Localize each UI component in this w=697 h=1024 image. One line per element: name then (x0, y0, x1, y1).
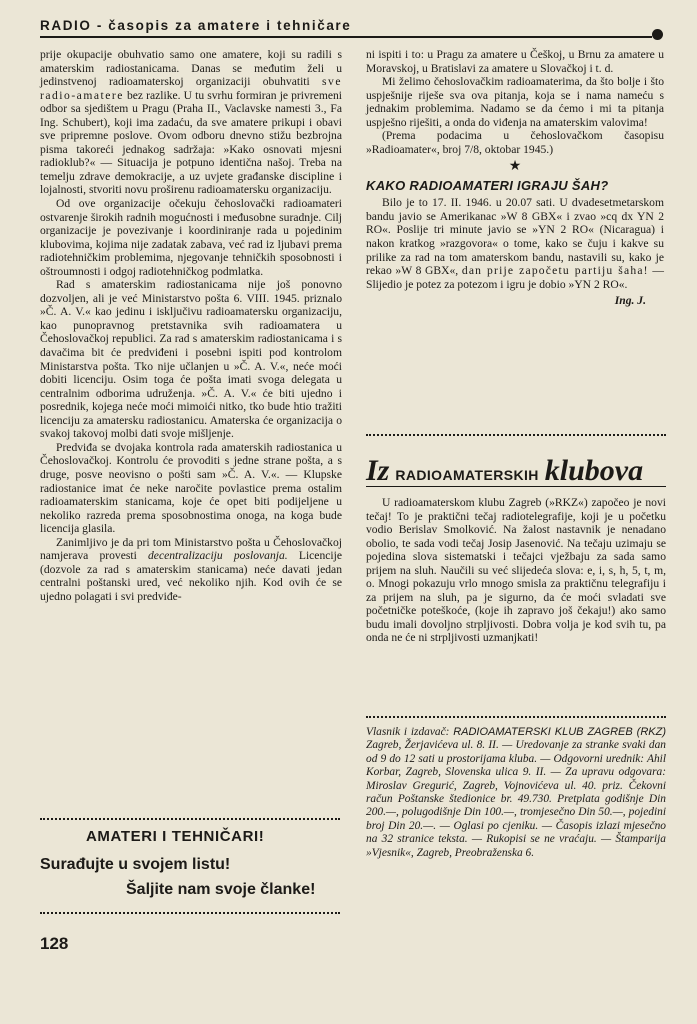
header-title: RADIO - časopis za amatere i tehničare (40, 18, 352, 33)
author-signature: Ing. J. (614, 294, 646, 308)
page-number: 128 (40, 934, 69, 953)
article-paragraph: Predviđa se dvojaka kontrola rada amaterskih radiostanica u Čehoslovačkoj. Kontrolu će provoditi s jedne strane pošta, a s druge, posve neovisno o pošti sam »Č. A. V.«. — Klupske radiostanice imat će neke naročite povlastice prema ostalim radioamaterskim stanicama, koje će opet biti podijeljene u nekoliko razreda prema sposobnostima onoga, na koga bude licencija glasila. (40, 440, 342, 536)
header-dot-icon (652, 29, 663, 40)
article-paragraph: Rad s amaterskim radiostanicama nije još ponovno dozvoljen, ali je već Ministarstvo pošta 6. VIII. 1945. priznalo »Č. A. V.« kao jedinu i isključivu radioamatersku organizaciju, kao punopravnog pretstavnika svih radioamatera u Čehoslovačkoj republici. Za rad s amaterskim radiostanicama i s davačima bit će predviđeni i posebni ispiti pod kontrolom Ministarstva pošta. Tko nije učlanjen u »Č. A. V.«, neće moći dobiti licenciju. Osim toga će pošta imati svoga delegata u centralnim odborima udruženja. »Č. A. V.« će biti ujedno i posrednik, kojega neće moći mimoići nitko, tko bude htio tražiti licenciju za amatersku radiostanicu. Amaterska će organizacija o svakoj takovoj molbi dati svoje mišljenje. (40, 278, 342, 441)
promo-line: Surađujte u svojem listu! (40, 856, 231, 873)
article-paragraph: prije okupacije obuhvatio samo one amatere, koji su radili s amaterskim radiostanicama. Danas se međutim želi u jedinstvenoj radioamaterskoj organizaciji obuhvatiti sve radio-amatere bez razlike. U tu svrhu formiran je privremeni odbor sa sjedištem u Pragu (Praha II., Vaclavske namesti 3., Fa Ing. Schubert), koji ima zadaću, da sve amatere prikupi i obavi sve pripremne poslove. Ovom odboru dnevno stižu bezbrojna pisma takoreći jednakog sadržaja: »Kako osnovati mjesni radioklub?« — Situacija je potpuno identična našoj. Treba na temelju zdrave demokracije, a uz uvjete građanske discipline i lojalnosti, stvoriti novu proširenu radioamatersku organizaciju. (40, 48, 343, 197)
source-note: (Prema podacima u čehoslovačkom časopisu »Radioamater«, broj 7/8, oktobar 1945.) (366, 129, 664, 156)
article-paragraph: Mi želimo čehoslovačkim radioamaterima, da što bolje i što uspješnije riješe sva ova pitanja, koja se i nama nameću s jednakim problemima. Nadamo se da ćemo i mi ta pitanja uspješno riješiti, a onda do viđenja na amaterskim valovima! (366, 75, 664, 129)
promo-line: Šaljite nam svoje članke! (126, 881, 316, 898)
section-rule (366, 434, 666, 436)
article-paragraph: Bilo je to 17. II. 1946. u 20.07 sati. U dvadesetmetarskom bandu javio se Amerikanac »W 8 GBX« i zvao »cq dx YN 2 RO«. Poslije tri minute javio se »YN 2 RO« (Nicaragua) i nakon kratkog »razgovora« o tome, kako se čuju i kakve su prilike za rad na tom amaterskom bandu, nastavili su, kako je rekao »W 8 GBX«, dan prije započetu partiju šaha! — Slijedio je potez za potezom i igru je dobio »YN 2 RO«. (366, 196, 664, 291)
club-news (366, 496, 666, 645)
section-heading: Iz RADIOAMATERSKIH klubova (366, 454, 644, 487)
impressum-rule (366, 716, 666, 718)
right-column (366, 48, 664, 307)
chess-article-title: KAKO RADIOAMATERI IGRAJU ŠAH? (366, 178, 609, 194)
promo-headline: AMATERI I TEHNIČARI! (86, 828, 265, 845)
heading-underline (366, 486, 666, 487)
impressum: Vlasnik i izdavač: RADIOAMATERSKI KLUB ZAGREB (RKZ) Zagreb, Žerjavićeva ul. 8. II. — Uredovanje za stranke svaki dan od 9 do 12 sati u prostorijama kluba. — Odgovorni urednik: Ahil Korbar, Zagreb, Slovenska ulica 9. II. — Za upravu odgovara: Miroslav Gregurić, Zagreb, Vojnovićeva ul. 40. priz. Čekovni račun Poštanske štedionice br. 49.730. Pretplata godišnje Din 200.—, polugodišnje Din 100.—, tromjesečno Din 50.—, pojedini broj Din 20.—. — Oglasi po cjeniku. — Časopis izlazi mjesečno na 32 stranice teksta. — Rukopisi se ne vraćaju. — Štamparija »Vjesnik«, Zagreb, Preobraženska 6. (366, 726, 666, 859)
promo-top-rule (40, 818, 340, 820)
running-header (40, 18, 660, 40)
promo-bottom-rule (40, 912, 340, 914)
article-paragraph: ni ispiti i to: u Pragu za amatere u Češkoj, u Brnu za amatere u Moravskoj, u Bratislavi za amatere u Slovačkoj i t. d. (366, 48, 664, 75)
left-column (40, 48, 342, 603)
star-divider-icon: ★ (508, 159, 522, 175)
article-paragraph: U radioamaterskom klubu Zagreb (»RKZ«) započeo je novi tečaj! To je praktični tečaj radiotelegrafije, koji je u početku vodio Berislav Smolković. Na žalost nastavnik je nenadano obolio, te sada vodi tečaj Josip Jasenović. Na tečaju uzimaju se pojedina slova sistematski i tečajci vježbaju za sada samo prijem na sluh. Naučili su već slijedeća slova: e, i, s, h, 5, t, m, o. Mnogi pokazuju vrlo mnogo smisla za praktičnu telegrafiju i za prijem na sluh, pa je sigurno, da će moći svladati sve početničke poteškoće, (koje ih zapravo još čekaju!) ako samo budu imali dovoljno strpljivosti. Dobra volja je kod svih tu, pa onda ne će ni strpljivosti uzmanjkati! (366, 496, 666, 645)
header-rule (40, 36, 652, 38)
article-paragraph: Od ove organizacije očekuju čehoslovački radioamateri ostvarenje širokih radnih mogućnosti i međusobne suradnje. Cilj organizacije je povezivanje i koordiniranje rada u pojedinim klubovima, kojima nije zadatak zabava, već rad iz ljubavi prema radiotehničkim problemima, njegovanje tehničkih sposobnosti i oštroumnosti i odgoj radiotehničkog podmlatka. (40, 197, 342, 278)
article-paragraph: Zanimljivo je da pri tom Ministarstvo pošta u Čehoslovačkoj namjerava provesti decentralizaciju poslovanja. Licencije (dozvole za rad s amaterskim stanicama) neće davati jedan centralni poštanski ured, već nekoliko njih. Kod ovih će se ujedno polagati i svi predviđe- (40, 535, 342, 603)
